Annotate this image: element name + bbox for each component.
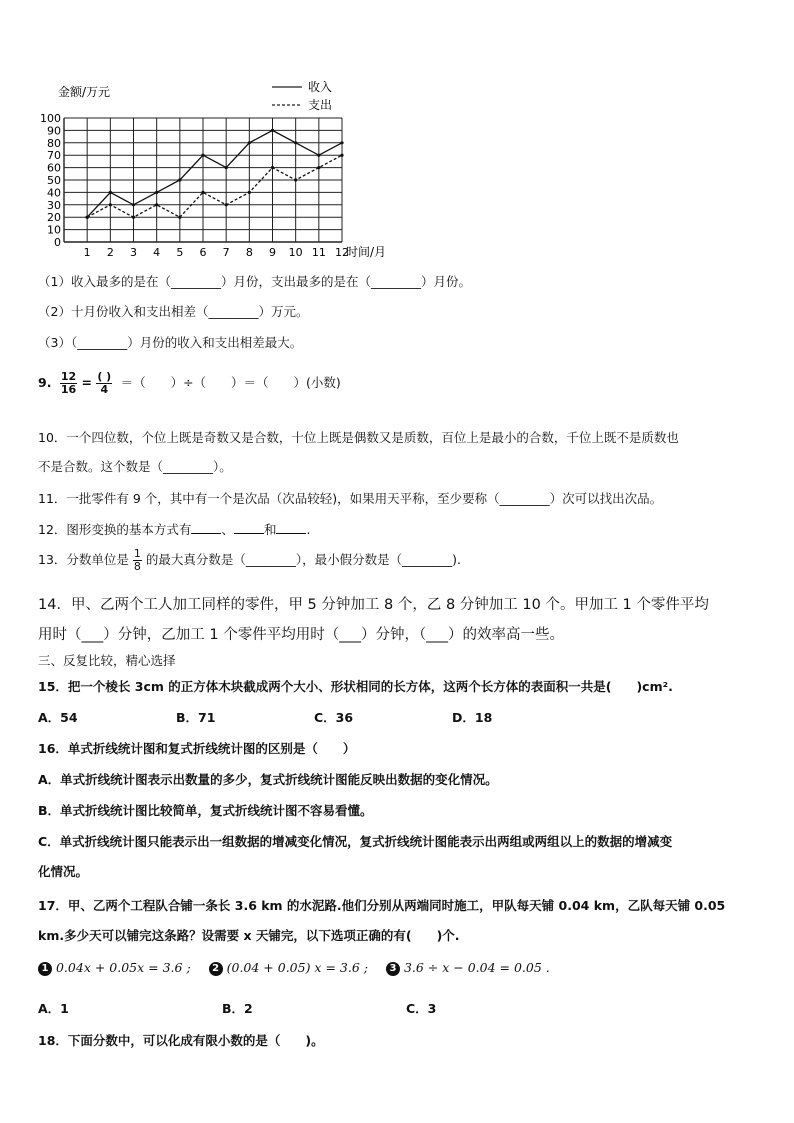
x-tick-1: 1 [83,246,91,259]
q12-stem: 12．图形变换的基本方式有 [38,522,192,537]
q10-line2: 不是合数。这个数是（________）。 [38,459,232,474]
q12-sep1: 、 [221,522,234,537]
y-axis-label: 金额/万元 [58,85,111,99]
x-axis-label: 时间/月 [346,245,387,259]
expense-point-6 [201,191,204,194]
q9-fraction-blank-4 [96,371,112,396]
q16-option-c-line1[interactable]: C．单式折线统计图只能表示出一组数据的增减变化情况，复式折线统计图能表示出两组或两组以上的数据的增减变 [38,834,673,849]
legend-expense-label: 支出 [308,98,333,112]
income-point-5 [178,178,181,181]
q17-option-b[interactable]: B．2 [222,1001,253,1016]
q9-equals: = [81,375,92,390]
y-tick-40: 40 [47,186,61,200]
q13-frac-denominator: 8 [133,560,141,573]
q9-frac1-denominator: 16 [60,383,77,396]
q15-option-d[interactable]: D．18 [452,710,493,725]
expense-point-3 [132,216,135,219]
x-tick-7: 7 [222,246,230,259]
q18: 18．下面分数中，可以化成有限小数的是（ )。 [38,1033,324,1048]
series-line-expense [87,155,342,217]
x-tick-8: 8 [245,246,253,259]
expense-point-8 [248,191,251,194]
income-point-4 [155,191,158,194]
q15-option-c[interactable]: C．36 [314,710,354,725]
q12-sep2: 和 [263,522,277,537]
section-3-heading: 三、反复比较，精心选择 [38,653,176,668]
q13-rest: 的最大真分数是（________），最小假分数是（________). [145,552,461,567]
y-tick-90: 90 [47,124,61,138]
expense-point-2 [109,203,112,206]
x-tick-2: 2 [106,246,114,259]
q16-option-c-line2[interactable]: 化情况。 [38,864,89,879]
q13 [38,548,461,573]
income-point-9 [271,129,274,132]
q15-option-b[interactable]: B．71 [176,710,216,725]
q16-stem: 16．单式折线统计图和复式折线统计图的区别是（ ） [38,741,356,756]
q16-option-a[interactable]: A．单式折线统计图表示出数量的多少，复式折线统计图能反映出数据的变化情况。 [38,772,498,787]
q8-part3: （3）（________）月份的收入和支出相差最大。 [38,335,303,350]
y-tick-10: 10 [47,223,61,237]
q13-stem: 13．分数单位是 [38,552,129,567]
q15-option-a[interactable]: A．54 [38,710,78,725]
x-tick-12: 12 [335,246,349,259]
q9-frac2-numerator: ( ) [97,370,112,383]
q17-option-c[interactable]: C．3 [406,1001,437,1016]
expense-point-12 [340,154,343,157]
q8-part2: （2）十月份收入和支出相差（________）万元。 [38,304,309,319]
x-tick-11: 11 [311,246,326,259]
equation-1-marker: 1 [38,962,52,976]
equation-3: 3.6 ÷ x − 0.04 = 0.05 . [403,960,550,975]
expense-point-10 [294,178,297,181]
expense-point-4 [155,203,158,206]
q9-frac2-denominator: 4 [100,383,109,396]
y-tick-80: 80 [47,136,61,150]
income-point-6 [201,154,204,157]
legend-income-label: 收入 [308,80,333,94]
income-point-3 [132,203,135,206]
income-point-10 [294,141,297,144]
q16-option-b[interactable]: B．单式折线统计图比较简单，复式折线统计图不容易看懂。 [38,803,373,818]
expense-point-1 [86,216,89,219]
q14-line1: 14．甲、乙两个工人加工同样的零件，甲 5 分钟加工 8 个，乙 8 分钟加工 10 个。甲加工 1 个零件平均 [38,597,709,613]
y-tick-0: 0 [54,236,61,249]
x-tick-5: 5 [176,246,184,259]
q13-frac-numerator: 1 [133,547,141,560]
income-point-8 [248,141,251,144]
expense-point-11 [317,166,320,169]
q15-stem: 15．把一个棱长 3cm 的正方体木块截成两个大小、形状相同的长方体，这两个长方体的表面积一共是( )cm². [38,679,673,694]
income-expense-line-chart [40,78,387,268]
q17-line2: km.多少天可以铺完这条路？设需要 x 天铺完，以下选项正确的有( )个. [38,928,460,943]
q12-blank-2[interactable] [234,521,264,534]
expense-point-7 [225,203,228,206]
expense-point-5 [178,216,181,219]
q12-end: . [306,522,311,537]
legend [272,79,332,112]
q17-line1: 17．甲、乙两个工程队合铺一条长 3.6 km 的水泥路.他们分别从两端同时施工，甲队每天铺 0.04 km，乙队每天铺 0.05 [38,898,726,913]
y-tick-20: 20 [47,211,61,225]
equation-2-marker: 2 [209,962,223,976]
income-point-11 [317,154,320,157]
q12 [38,520,310,538]
x-tick-6: 6 [199,246,207,259]
q17-option-a[interactable]: A．1 [38,1001,69,1016]
y-tick-100: 100 [40,112,61,125]
y-tick-30: 30 [47,198,61,212]
q12-blank-1[interactable] [191,521,221,534]
equation-2: (0.04 + 0.05) x = 3.6 ; [226,960,368,975]
q12-blank-3[interactable] [276,521,306,534]
q11: 11．一批零件有 9 个，其中有一个是次品（次品较轻)，如果用天平称，至少要称（________）次可以找出次品。 [38,491,663,506]
x-tick-9: 9 [269,246,276,259]
q17-equations [38,960,550,976]
y-tick-60: 60 [47,161,61,175]
q10-line1: 10．一个四位数，个位上既是奇数又是合数，十位上既是偶数又是质数，百位上是最小的合数，千位上既不是质数也 [38,430,679,445]
equation-1: 0.04x + 0.05x = 3.6 ; [55,960,191,975]
equation-3-marker: 3 [386,962,400,976]
q9-frac1-numerator: 12 [60,370,77,383]
income-point-12 [340,141,343,144]
q8-part1: （1）收入最多的是在（________）月份，支出最多的是在（________）月份。 [38,274,471,289]
q14-line2: 用时（___）分钟，乙加工 1 个零件平均用时（___）分钟，（___）的效率高一些。 [38,627,564,643]
y-tick-70: 70 [47,149,61,163]
q13-fraction-1-8 [133,548,142,573]
q9 [38,371,341,396]
q9-number: 9. [38,375,52,390]
income-point-2 [109,191,112,194]
x-tick-10: 10 [288,246,303,259]
y-tick-50: 50 [47,174,61,187]
series-line-income [87,130,342,217]
x-tick-4: 4 [153,246,161,259]
x-tick-3: 3 [130,246,137,259]
income-point-7 [225,166,228,169]
expense-point-9 [271,166,274,169]
q9-fraction-12-16 [60,371,77,396]
q9-rest: ＝（ ）÷（ ）＝（ ）(小数) [120,375,341,390]
